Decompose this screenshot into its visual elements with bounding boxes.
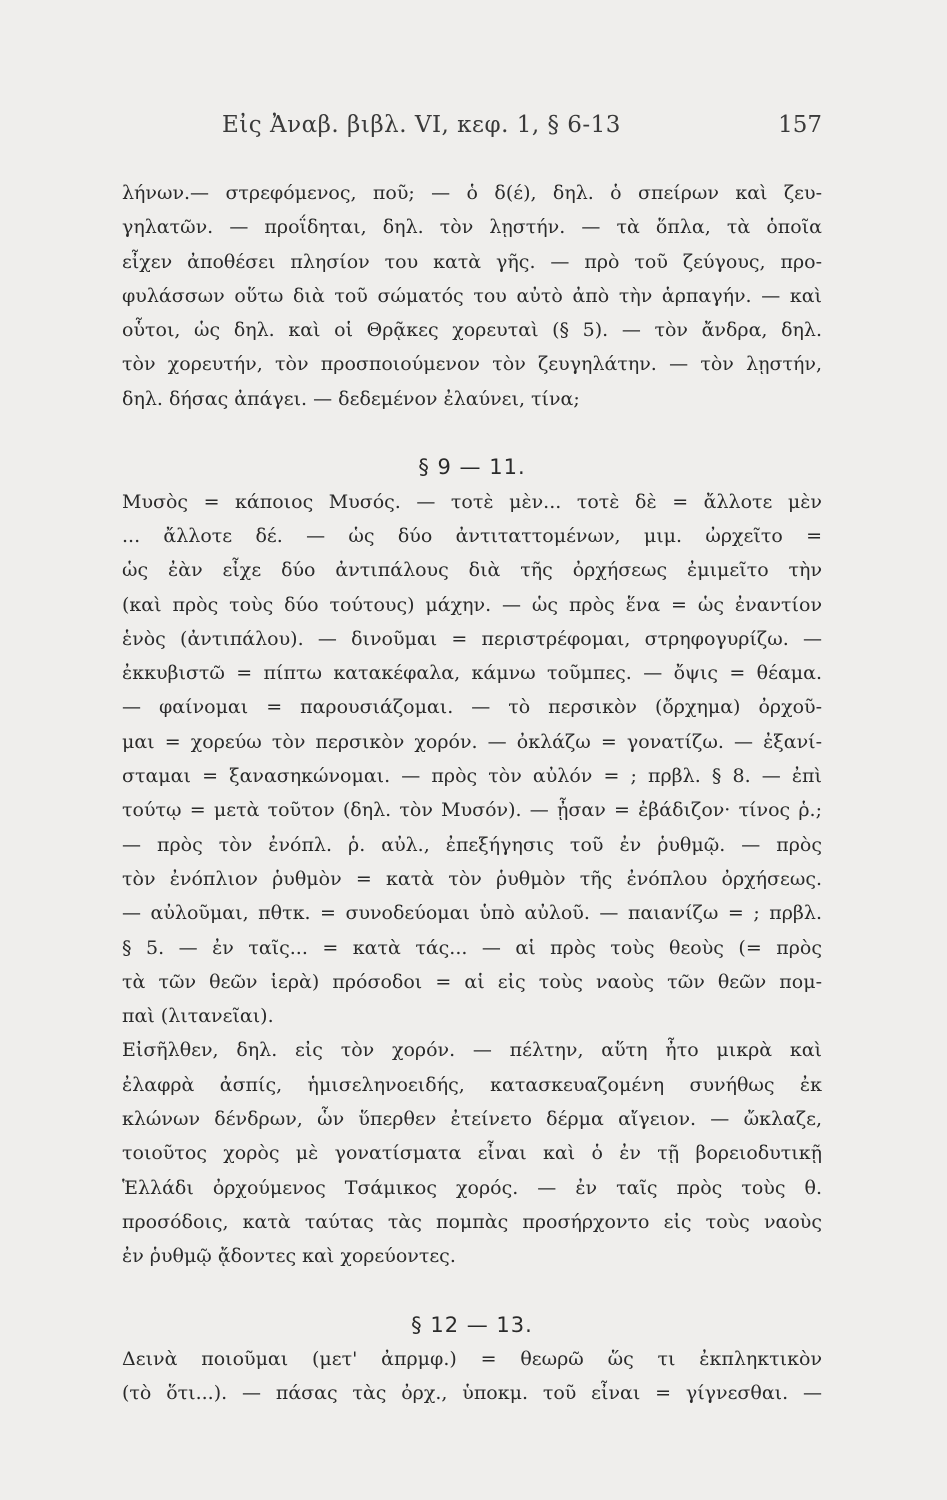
text-line: — πρὸς τὸν ἐνόπλ. ῥ. αὐλ., ἐπεξήγησις τοῦ ἐν ῥυθμῷ. — πρὸς [122,833,822,856]
text-line: ὡς ἐὰν εἶχε δύο ἀντιπάλους διὰ τῆς ὀρχήσεως ἐμιμεῖτο τὴν [122,559,822,582]
text-line: — αὐλοῦμαι, πθτκ. = συνοδεύομαι ὑπὸ αὐλοῦ. — παιανίζω = ; πρβλ. [122,902,822,925]
section-heading: § 12 — 13. [411,1312,533,1337]
text-line: προσόδοις, κατὰ ταύτας τὰς πομπὰς προσήρχοντο εἰς τοὺς ναοὺς [122,1210,822,1233]
commentary-text [122,176,822,1411]
text-line: τούτῳ = μετὰ τοῦτον (δηλ. τὸν Μυσόν). — ᾖσαν = ἐβάδιζον· τίνος ῥ.; [122,799,822,822]
text-line: ... ἄλλοτε δέ. — ὡς δύο ἀντιταττομένων, μιμ. ὠρχεῖτο = [122,524,822,547]
text-line: — φαίνομαι = παρουσιάζομαι. — τὸ περσικὸν (ὄρχημα) ὀρχοῦ- [122,696,822,719]
text-line: κλώνων δένδρων, ὧν ὕπερθεν ἐτείνετο δέρμα αἴγειον. — ὤκλαζε, [122,1108,822,1131]
text-line: (καὶ πρὸς τοὺς δύο τούτους) μάχην. — ὡς πρὸς ἕνα = ὡς ἐναντίον [122,593,822,616]
text-line: φυλάσσων οὕτω διὰ τοῦ σώματός του αὐτὸ ἀπὸ τὴν ἁρπαγήν. — καὶ [122,284,822,307]
text-line: Εἰσῆλθεν, δηλ. εἰς τὸν χορόν. — πέλτην, αὕτη ἦτο μικρὰ καὶ [122,1039,822,1062]
text-line: τὸν χορευτήν, τὸν προσποιούμενον τὸν ζευγηλάτην. — τὸν λῃστήν, [122,353,822,376]
page-header [122,112,822,152]
text-line: ἑνὸς (ἀντιπάλου). — δινοῦμαι = περιστρέφομαι, στρηφογυρίζω. — [122,627,822,650]
blank-line [122,416,822,450]
text-line: λήνων.— στρεφόμενος, ποῦ; — ὁ δ(έ), δηλ. ὁ σπείρων καὶ ζευ- [122,182,822,204]
text-line: τοιοῦτος χορὸς μὲ γονατίσματα εἶναι καὶ ὁ ἐν τῇ βορειοδυτικῇ [122,1142,822,1165]
text-line: μαι = χορεύω τὸν περσικὸν χορόν. — ὀκλάζω = γονατίζω. — ἐξανί- [122,730,822,753]
text-line: (τὸ ὅτι...). — πάσας τὰς ὀρχ., ὑποκμ. τοῦ εἶναι = γίγνεσθαι. — [122,1382,822,1405]
text-line: τὰ τῶν θεῶν ἱερὰ) πρόσοδοι = αἱ εἰς τοὺς ναοὺς τῶν θεῶν πομ- [122,970,822,993]
text-line: εἶχεν ἀποθέσει πλησίον του κατὰ γῆς. — πρὸ τοῦ ζεύγους, προ- [122,250,822,273]
blank-line [122,1274,822,1308]
text-line: § 5. — ἐν ταῖς... = κατὰ τάς... — αἱ πρὸς τοὺς θεοὺς (= πρὸς [122,936,822,959]
text-line: ἐν ῥυθμῷ ᾄδοντες καὶ χορεύοντες. [122,1245,456,1268]
text-line: σταμαι = ξανασηκώνομαι. — πρὸς τὸν αὐλόν = ; πρβλ. § 8. — ἐπὶ [122,765,822,788]
text-line: ἐλαφρὰ ἀσπίς, ἡμισεληνοειδής, κατασκευαζομένη συνήθως ἐκ [122,1073,822,1096]
text-line: παὶ (λιτανεῖαι). [122,1005,274,1028]
text-line: οὗτοι, ὡς δηλ. καὶ οἱ Θρᾷκες χορευταὶ (§ 5). — τὸν ἄνδρα, δηλ. [122,319,822,342]
text-line: τὸν ἐνόπλιον ῥυθμὸν = κατὰ τὸν ῥυθμὸν τῆς ἐνόπλου ὀρχήσεως. [122,867,822,890]
text-line: γηλατῶν. — προΐδηται, δηλ. τὸν λῃστήν. — τὰ ὅπλα, τὰ ὁποῖα [122,216,822,239]
text-line: Δεινὰ ποιοῦμαι (μετ' ἀπρμφ.) = θεωρῶ ὥς τι ἐκπληκτικὸν [122,1348,822,1371]
text-line: δηλ. δήσας ἀπάγει. — δεδεμένον ἐλαύνει, τίνα; [122,387,580,410]
running-head: Εἰς Ἀναβ. βιβλ. VI, κεφ. 1, § 6-13 [222,112,621,138]
text-line: ἐκκυβιστῶ = πίπτω κατακέφαλα, κάμνω τοῦμπες. — ὄψις = θέαμα. [122,662,822,685]
text-line: Μυσὸς = κάποιος Μυσός. — τοτὲ μὲν... τοτὲ δὲ = ἄλλοτε μὲν [122,490,822,513]
text-line: Ἑλλάδι ὀρχούμενος Τσάμικος χορός. — ἐν ταῖς πρὸς τοὺς θ. [122,1176,822,1199]
page-number: 157 [778,112,822,138]
section-heading: § 9 — 11. [418,455,526,480]
